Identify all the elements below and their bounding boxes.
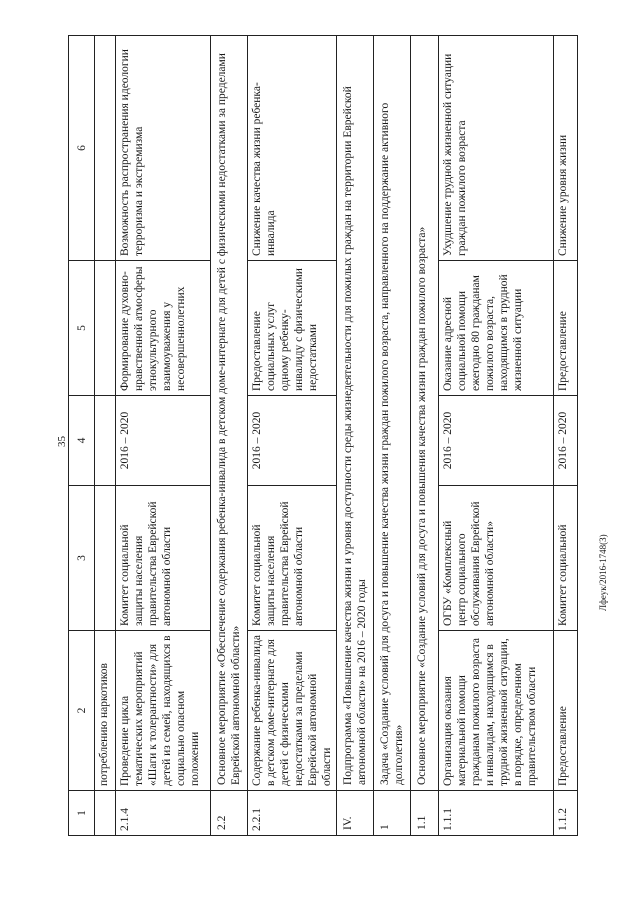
cell-event: потреблению наркотиков (95, 631, 116, 791)
cell-consequence (95, 36, 116, 261)
header-col-3: 3 (69, 486, 95, 631)
cell-num: 1.1.1 (439, 791, 554, 836)
page-number: 35 (56, 436, 68, 447)
cell-executor: ОГБУ «Комплексный центр социального обслуживания Еврейской автономной области» (439, 486, 554, 631)
cell-executor: Комитет социальной (554, 486, 578, 631)
cell-section-text: Основное мероприятие «Обеспечение содержания ребенка-инвалида в детском доме-интернате для детей с физическими недостатками за пределами Еврейской автономной области» (211, 36, 248, 791)
table-row-2-2 (211, 36, 248, 836)
table-row-1-1-1 (439, 36, 554, 836)
cell-period: 2016 – 2020 (248, 396, 337, 486)
cell-result: Предоставление социальных услуг одному ребенку-инвалиду с физическими недостатками (248, 261, 337, 396)
cell-num: 1.1.2 (554, 791, 578, 836)
cell-result: Предоставление (554, 261, 578, 396)
cell-event: Предоставление (554, 631, 578, 791)
cell-result: Оказание адресной социальной помощи ежегодно 80 гражданам пожилого возраста, находящимся в трудной жизненной ситуации (439, 261, 554, 396)
rotated-table-container (68, 36, 598, 836)
cell-result (95, 261, 116, 396)
cell-consequence: Снижение уровня жизни (554, 36, 578, 261)
cell-event: Проведение цикла тематических мероприятий «Шаги к толерантности» для детей из семей, находящихся в социально опасном положении (116, 631, 211, 791)
cell-section-text: Подпрограмма «Повышение качества жизни и уровня доступности среды жизнедеятельности для пожилых граждан на территории Еврейской автономной области» на 2016 – 2020 годы (337, 36, 374, 791)
cell-section-text: Задача «Создание условий для досуга и повышение качества жизни граждан пожилого возраста, направленного на поддержание активного долголетия» (374, 36, 411, 791)
cell-event: Содержание ребенка-инвалида в детском доме-интернате для детей с физическими недостатками за пределами Еврейской автономной области (248, 631, 337, 791)
cell-num (95, 791, 116, 836)
header-col-4: 4 (69, 396, 95, 486)
cell-result: Формирование духовно-нравственной атмосферы этнокультурного взаимоуважения у несовершеннолетних (116, 261, 211, 396)
header-col-2: 2 (69, 631, 95, 791)
table-row-1-1-2 (554, 36, 578, 836)
activities-table (68, 35, 578, 836)
table-row-1-1 (411, 36, 439, 836)
footer-document-code: Лфеук/2016-1748(З) (598, 534, 608, 611)
header-col-5: 5 (69, 261, 95, 396)
cell-period: 2016 – 2020 (116, 396, 211, 486)
table-row-1 (374, 36, 411, 836)
cell-num: 1 (374, 791, 411, 836)
cell-consequence: Возможность распространения идеологии терроризма и экстремизма (116, 36, 211, 261)
table-row-continuation (95, 36, 116, 836)
table-header-row (69, 36, 95, 836)
table-row-2-2-1 (248, 36, 337, 836)
header-col-1: 1 (69, 791, 95, 836)
cell-num: 2.2 (211, 791, 248, 836)
cell-section-text: Основное мероприятие «Создание условий для досуга и повышения качества жизни граждан пожилого возраста» (411, 36, 439, 791)
cell-num: 2.2.1 (248, 791, 337, 836)
cell-num: 1.1 (411, 791, 439, 836)
cell-executor: Комитет социальной защиты населения правительства Еврейской автономной области (248, 486, 337, 631)
table-row-2-1-4 (116, 36, 211, 836)
cell-num: 2.1.4 (116, 791, 211, 836)
cell-period (95, 396, 116, 486)
cell-executor (95, 486, 116, 631)
cell-consequence: Ухудшение трудной жизненной ситуации граждан пожилого возраста (439, 36, 554, 261)
cell-period: 2016 – 2020 (439, 396, 554, 486)
cell-num: IV. (337, 791, 374, 836)
cell-executor: Комитет социальной защиты населения правительства Еврейской автономной области (116, 486, 211, 631)
cell-consequence: Снижение качества жизни ребенка-инвалида (248, 36, 337, 261)
table-row-subprogram-IV (337, 36, 374, 836)
cell-period: 2016 – 2020 (554, 396, 578, 486)
header-col-6: 6 (69, 36, 95, 261)
cell-event: Организация оказания материальной помощи гражданам пожилого возраста и инвалидам, находящимся в трудной жизненной ситуации, в порядке, определенном правительством области (439, 631, 554, 791)
